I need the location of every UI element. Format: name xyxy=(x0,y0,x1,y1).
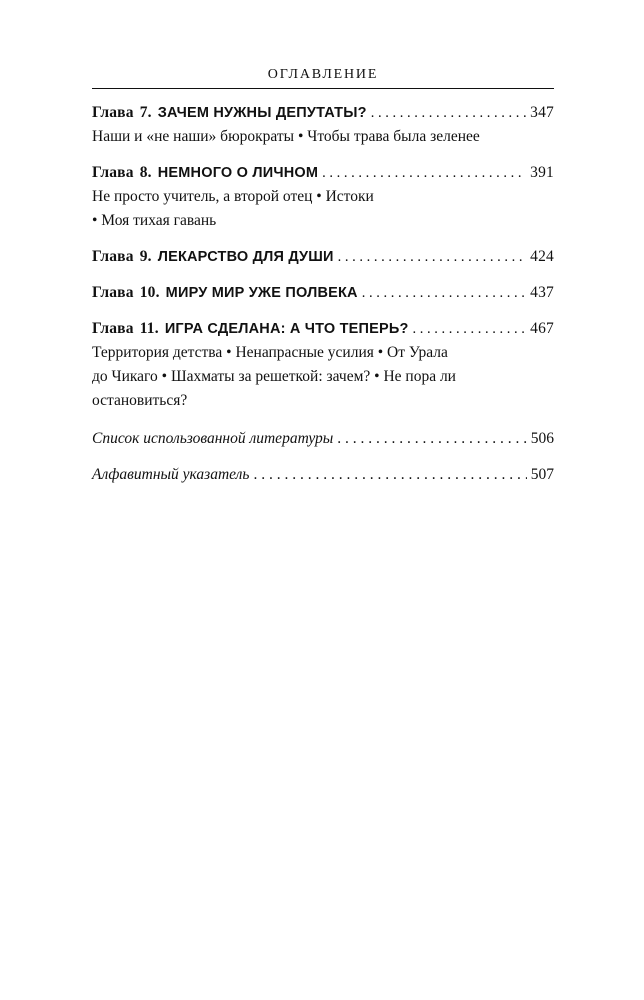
subsection-line: Наши и «не наши» бюрократы • Чтобы трава была зеленее xyxy=(92,128,480,145)
back-matter-title: Список использованной литературы xyxy=(92,430,334,447)
chapter-line[interactable] xyxy=(92,317,554,341)
subsection-line: до Чикаго • Шахматы за решеткой: зачем? • Не пора ли xyxy=(92,368,456,385)
chapter-label: Глава xyxy=(92,320,134,337)
toc-entry-chapter-11 xyxy=(92,317,554,413)
dot-leader xyxy=(322,161,526,185)
subsection-line: Не просто учитель, а второй отец • Истоки xyxy=(92,188,374,205)
chapter-number: 10. xyxy=(139,284,160,301)
back-matter-title: Алфавитный указатель xyxy=(92,466,250,483)
toc-entry-chapter-8 xyxy=(92,161,554,233)
chapter-title: ИГРА СДЕЛАНА: А ЧТО ТЕПЕРЬ? xyxy=(164,321,409,337)
subsection-line: остановиться? xyxy=(92,392,188,409)
page-number: 507 xyxy=(530,466,554,483)
page-number: 424 xyxy=(530,248,554,265)
page-number: 347 xyxy=(530,104,554,121)
chapter-line[interactable] xyxy=(92,245,554,269)
chapter-label: Глава xyxy=(92,164,134,181)
chapter-line[interactable] xyxy=(92,281,554,305)
chapter-title: ЗАЧЕМ НУЖНЫ ДЕПУТАТЫ? xyxy=(157,105,367,121)
subsection-line: • Моя тихая гавань xyxy=(92,212,217,229)
dot-leader xyxy=(338,245,526,269)
chapter-number: 11. xyxy=(139,320,159,337)
toc-entry-chapter-10 xyxy=(92,281,554,305)
chapter-title: МИРУ МИР УЖЕ ПОЛВЕКА xyxy=(165,285,358,301)
header-rule xyxy=(92,88,554,89)
toc-entry-index xyxy=(92,463,554,487)
running-head: ОГЛАВЛЕНИЕ xyxy=(267,67,379,82)
subsection-line: Территория детства • Ненапрасные усилия • От Урала xyxy=(92,344,448,361)
chapter-line[interactable] xyxy=(92,161,554,185)
chapter-label: Глава xyxy=(92,104,134,121)
page-number: 467 xyxy=(530,320,554,337)
chapter-title: НЕМНОГО О ЛИЧНОМ xyxy=(157,165,319,181)
page-number: 437 xyxy=(530,284,554,301)
toc-entry-bibliography xyxy=(92,427,554,451)
back-matter-line[interactable] xyxy=(92,463,554,487)
chapter-label: Глава xyxy=(92,284,134,301)
dot-leader xyxy=(371,101,526,125)
page-number: 506 xyxy=(530,430,554,447)
chapter-number: 8. xyxy=(139,164,152,181)
chapter-number: 7. xyxy=(139,104,152,121)
table-of-contents xyxy=(92,101,554,499)
toc-entry-chapter-9 xyxy=(92,245,554,269)
chapter-label: Глава xyxy=(92,248,134,265)
dot-leader xyxy=(362,281,526,305)
toc-entry-chapter-7 xyxy=(92,101,554,149)
dot-leader xyxy=(253,463,526,487)
dot-leader xyxy=(337,427,526,451)
chapter-title: ЛЕКАРСТВО ДЛЯ ДУШИ xyxy=(157,249,334,265)
chapter-number: 9. xyxy=(139,248,152,265)
dot-leader xyxy=(413,317,527,341)
chapter-line[interactable] xyxy=(92,101,554,125)
page-number: 391 xyxy=(530,164,554,181)
back-matter-line[interactable] xyxy=(92,427,554,451)
